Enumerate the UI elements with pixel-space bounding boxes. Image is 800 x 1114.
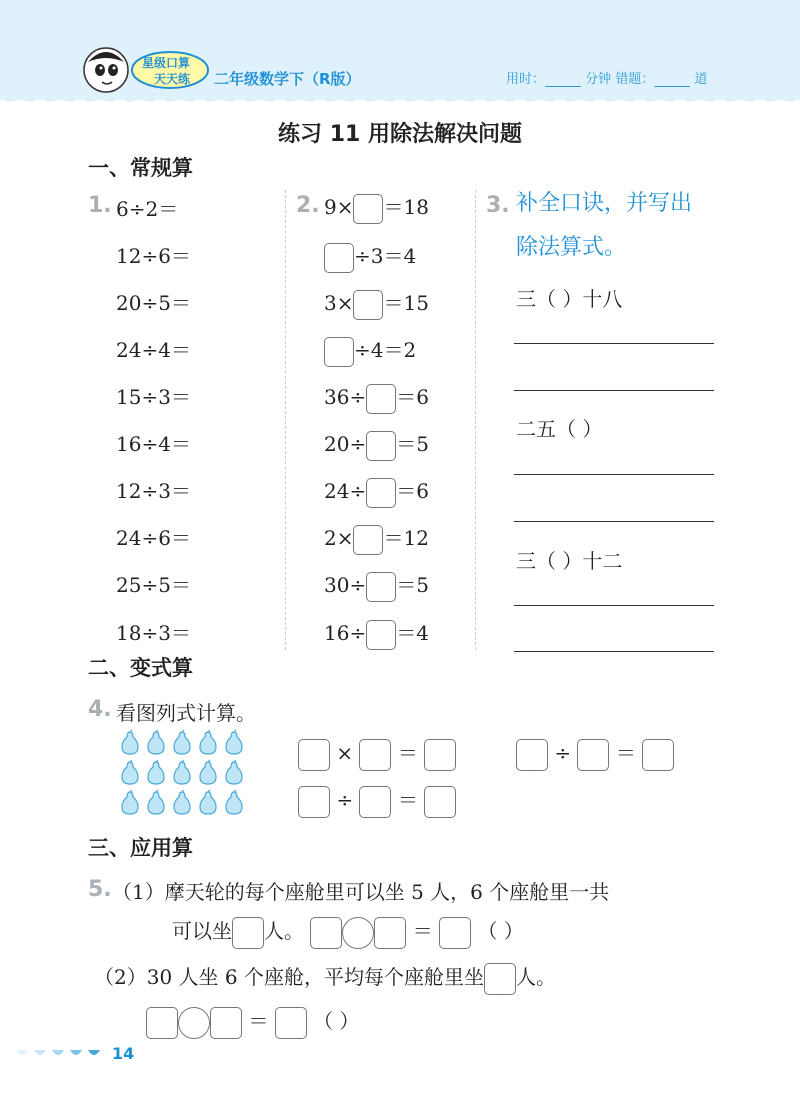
q2-item [324,287,429,320]
q2-item [324,617,429,650]
question-1-number: 1. [88,193,112,218]
column-divider [475,190,476,650]
answer-box[interactable] [484,963,516,995]
answer-line[interactable] [514,474,714,475]
q2-post: ＝6 [396,479,429,503]
q2-item [324,381,429,414]
answer-box[interactable] [642,739,674,771]
q3-instruction-1: 补全口诀，并写出 [516,191,693,216]
answer-box[interactable] [298,786,330,818]
answer-box[interactable] [324,243,354,273]
q2-pre: 36÷ [324,385,367,409]
q2-item [324,428,429,461]
time-record [506,68,707,87]
answer-line[interactable] [514,521,714,522]
q2-item [324,334,416,367]
answer-box[interactable] [275,1007,307,1039]
q2-pre: 24÷ [324,479,367,503]
q1-item: 6÷2＝ [116,197,179,221]
q2-post: ＝4 [396,621,429,645]
q3-instruction-2: 除法算式。 [516,235,627,260]
q2-item [324,191,429,224]
q3-rhyme-2: 二五（ ） [516,417,603,441]
answer-line[interactable] [514,343,714,344]
q2-item [324,475,429,508]
page-decoration-dots [14,1046,110,1060]
equals-sign: ＝ [615,741,636,765]
answer-box[interactable] [366,478,396,508]
unit-label: 道 [694,72,708,87]
answer-box[interactable] [298,739,330,771]
unit-paren: （ ） [313,1009,360,1033]
q5-text: 人。 [515,965,556,989]
q2-post: ＝5 [396,432,429,456]
book-title: 二年级数学下（R版） [214,70,361,88]
q4-instruction: 看图列式计算。 [116,701,256,725]
question-5-number: 5. [88,877,112,902]
q1-item: 15÷3＝ [116,385,191,409]
minute-label: 分钟 [585,72,612,87]
q1-item: 24÷6＝ [116,526,191,550]
answer-box[interactable] [424,739,456,771]
q2-pre: 16÷ [324,621,367,645]
q5-part2-line1 [94,961,556,995]
q1-item: 12÷6＝ [116,244,191,268]
divide-sign: ÷ [554,741,572,765]
time-blank[interactable] [545,85,581,87]
answer-box[interactable] [366,572,396,602]
pear-picture [118,728,254,816]
q2-item [324,569,429,602]
q2-pre: 3× [324,291,354,315]
operator-circle[interactable] [178,1007,210,1039]
answer-box[interactable] [353,525,383,555]
q5-text: 可以坐 [172,919,232,943]
mascot-icon [78,40,138,100]
answer-box[interactable] [366,431,396,461]
answer-box[interactable] [359,786,391,818]
answer-box[interactable] [232,917,264,949]
q2-pre: 9× [324,195,354,219]
page-number: 14 [112,1044,135,1063]
answer-box[interactable] [146,1007,178,1039]
equals-sign: ＝ [248,1009,269,1033]
unit-paren: （ ） [477,919,524,943]
q1-item: 16÷4＝ [116,432,191,456]
q2-post: ＝15 [383,291,429,315]
equals-sign: ＝ [397,788,418,812]
answer-box[interactable] [424,786,456,818]
answer-box[interactable] [366,384,396,414]
answer-line[interactable] [514,651,714,652]
answer-box[interactable] [516,739,548,771]
answer-line[interactable] [514,605,714,606]
q5-part1-line2 [172,915,524,949]
q5-text: 人。 [264,919,304,943]
q2-item [324,522,429,555]
answer-box[interactable] [353,194,383,224]
answer-box[interactable] [353,290,383,320]
times-sign: × [336,741,354,765]
question-2-number: 2. [296,193,320,218]
operator-circle[interactable] [342,917,374,949]
answer-line[interactable] [514,390,714,391]
q2-pre: 2× [324,526,354,550]
section-heading-1: 一、常规算 [88,156,193,180]
section-heading-2: 二、变式算 [88,656,193,680]
answer-box[interactable] [210,1007,242,1039]
q1-item: 18÷3＝ [116,621,191,645]
answer-box[interactable] [577,739,609,771]
section-heading-3: 三、应用算 [88,836,193,860]
column-divider [285,190,286,650]
q4-equation-divide-2 [298,784,456,818]
q4-equation-divide-1 [516,737,674,771]
answer-box[interactable] [310,917,342,949]
q1-item: 24÷4＝ [116,338,191,362]
q2-pre: 20÷ [324,432,367,456]
logo-line1: 星级口算 [142,56,191,70]
q2-post: ＝5 [396,573,429,597]
page-title: 练习 11 用除法解决问题 [278,122,522,147]
q1-item: 25÷5＝ [116,573,191,597]
q5-text: （2）30 人坐 6 个座舱，平均每个座舱里坐 [94,965,484,989]
time-label: 用时： [506,72,546,87]
divide-sign: ÷ [336,788,354,812]
q2-post: ÷3＝4 [354,244,417,268]
q5-part2-line2 [146,1005,359,1039]
q1-item: 12÷3＝ [116,479,191,503]
answer-box[interactable] [359,739,391,771]
logo-line2: 天天练 [154,72,191,86]
answer-box[interactable] [439,917,471,949]
q2-post: ÷4＝2 [354,338,417,362]
q4-equation-multiply [298,737,456,771]
answer-box[interactable] [324,337,354,367]
q3-rhyme-3: 三（ ）十二 [516,549,623,573]
q2-post: ＝12 [383,526,429,550]
question-3-number: 3. [486,193,510,218]
logo-badge [130,50,210,90]
q2-item [324,240,416,273]
q1-item: 20÷5＝ [116,291,191,315]
equals-sign: ＝ [412,919,433,943]
error-blank[interactable] [654,85,690,87]
equals-sign: ＝ [397,741,418,765]
question-4-number: 4. [88,697,112,722]
q2-pre: 30÷ [324,573,367,597]
q2-post: ＝6 [396,385,429,409]
q3-rhyme-1: 三（ ）十八 [516,287,623,311]
q5-part1-text: （1）摩天轮的每个座舱里可以坐 5 人，6 个座舱里一共 [112,880,610,904]
answer-box[interactable] [374,917,406,949]
answer-box[interactable] [366,620,396,650]
q2-post: ＝18 [383,195,429,219]
error-label: 错题： [615,72,655,87]
